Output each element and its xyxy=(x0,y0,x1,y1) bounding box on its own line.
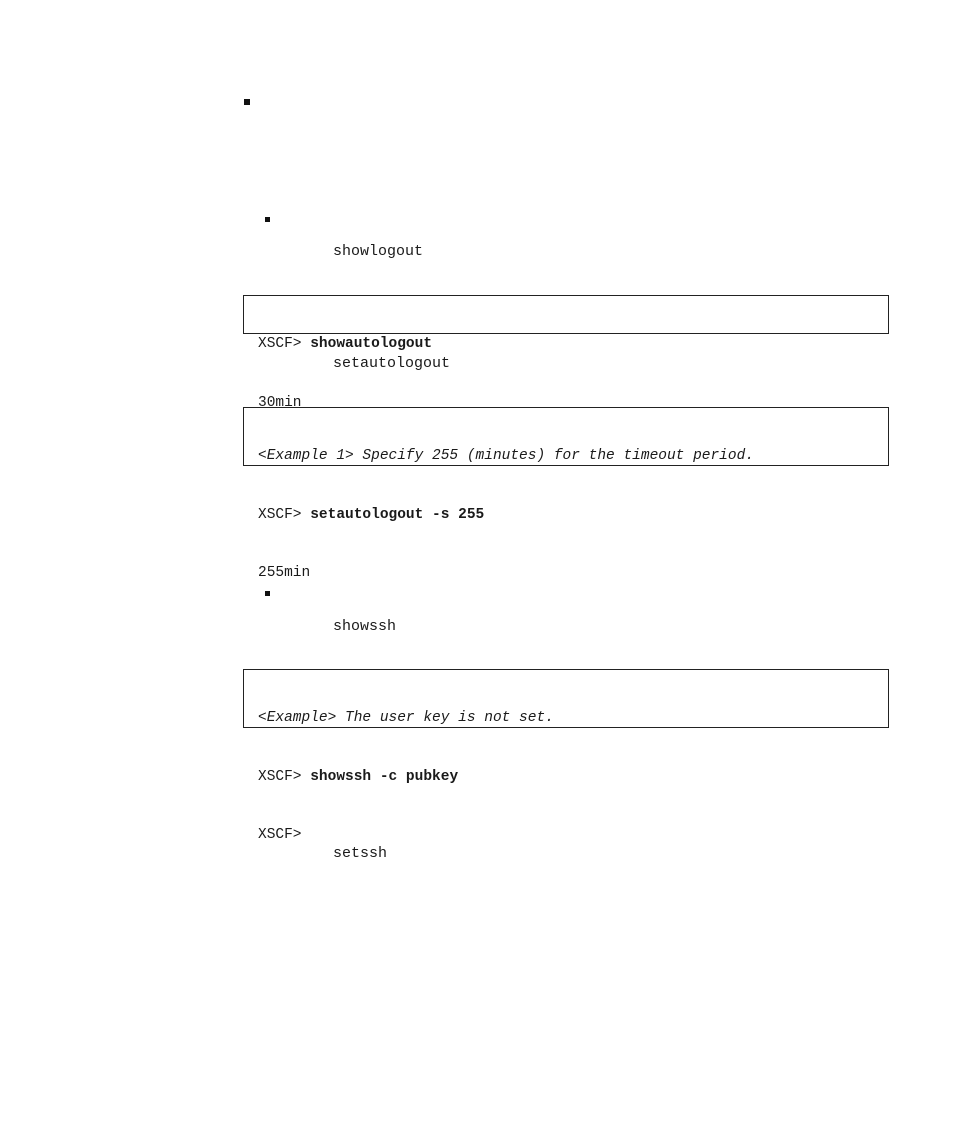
command-text: showautologout xyxy=(310,336,433,352)
show-ssh-command: showssh xyxy=(333,618,397,635)
set-autologout-command: setautologout xyxy=(333,355,451,372)
set-ssh-command: setssh xyxy=(333,845,388,862)
show-logout-command: showlogout xyxy=(333,243,424,260)
code-line xyxy=(258,768,888,788)
code-example-showssh xyxy=(243,669,889,843)
code-comment: <Example 1> Specify 255 (minutes) for the timeout period. xyxy=(258,448,754,464)
code-line xyxy=(258,335,888,355)
command-text: showssh -c pubkey xyxy=(310,768,459,785)
list-bullet-main xyxy=(244,99,250,105)
list-bullet-autologout xyxy=(265,217,270,222)
code-comment: <Example> The user key is not set. xyxy=(258,710,554,726)
code-output: 255min xyxy=(258,565,311,581)
list-bullet-ssh xyxy=(265,591,270,596)
code-output: XSCF> xyxy=(258,827,302,843)
code-example-setautologout xyxy=(243,407,889,581)
code-line xyxy=(258,506,888,526)
prompt: XSCF> xyxy=(258,506,311,523)
prompt: XSCF> xyxy=(258,336,311,352)
command-text: setautologout -s 255 xyxy=(310,506,485,523)
code-output: 30min xyxy=(258,394,302,411)
prompt: XSCF> xyxy=(258,768,311,785)
